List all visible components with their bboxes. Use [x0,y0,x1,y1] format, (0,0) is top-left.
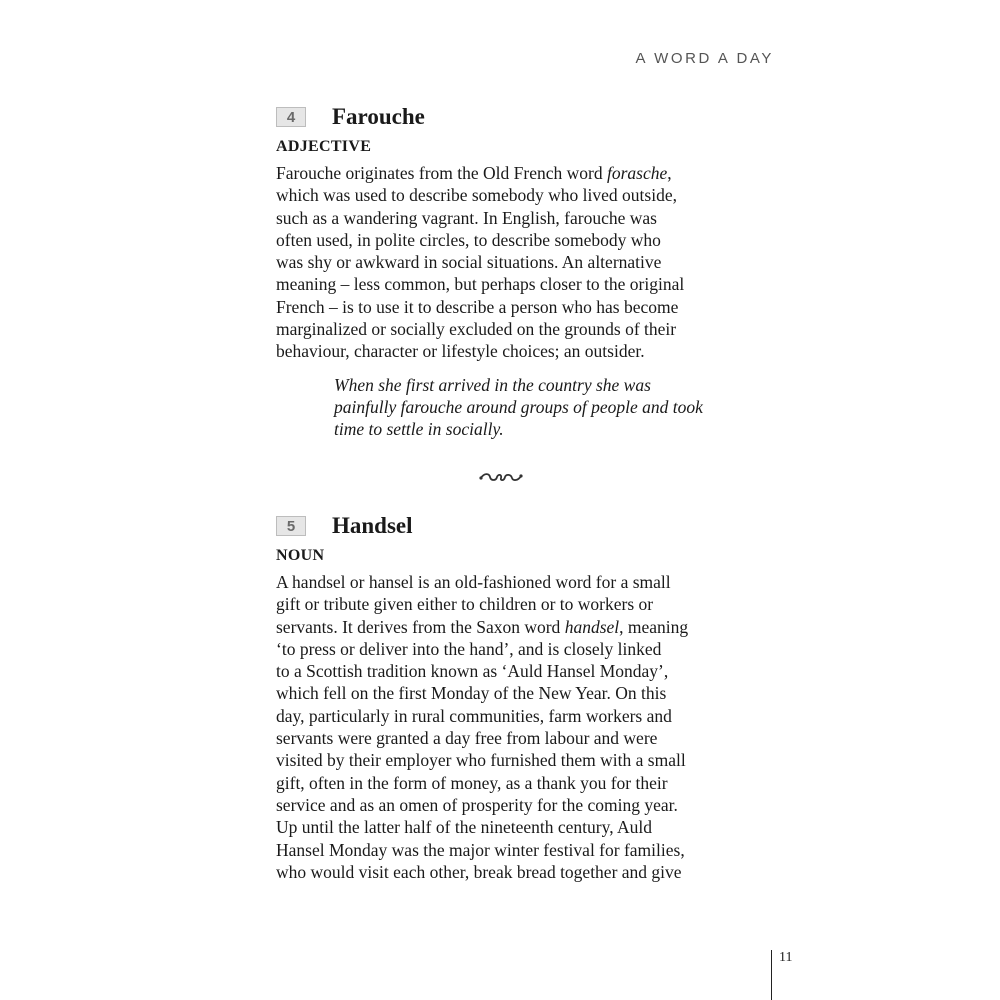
page-number-rule [771,950,772,1000]
entry-farouche [276,102,726,441]
definition-line: French – is to use it to describe a person who has become [276,296,679,317]
running-head: A WORD A DAY [635,50,774,67]
definition-line: gift, often in the form of money, as a thank you for their [276,772,668,793]
definition-line: gift or tribute given either to children or to workers or [276,594,654,615]
entry-heading [276,511,726,541]
entry-handsel [276,511,726,883]
definition-line: day, particularly in rural communities, farm workers and [276,705,672,726]
definition-line: to a Scottish tradition known as ‘Auld Hansel Monday’, [276,661,669,682]
entry-number-badge: 4 [276,107,306,127]
entry-word: Farouche [332,104,425,129]
definition-text [276,162,726,363]
example-line: painfully farouche around groups of people and took [334,396,703,417]
definition-line: Farouche originates from the Old French word forasche, [276,163,672,183]
swirl-ornament-icon [478,470,524,484]
definition-line: A handsel or hansel is an old-fashioned word for a small [276,572,671,592]
entry-number-badge: 5 [276,516,306,536]
part-of-speech: ADJECTIVE [276,138,372,155]
definition-line: visited by their employer who furnished them with a small [276,750,686,771]
definition-line: ‘to press or deliver into the hand’, and is closely linked [276,638,662,659]
definition-line: service and as an omen of prosperity for the coming year. [276,794,678,815]
italic-term: forasche [606,163,668,183]
entry-word: Handsel [332,513,413,538]
definition-line: was shy or awkward in social situations. An alternative [276,252,662,273]
definition-line: which was used to describe somebody who lived outside, [276,185,677,206]
definition-line: often used, in polite circles, to describe somebody who [276,229,661,250]
definition-line: servants were granted a day free from labour and were [276,728,658,749]
italic-term: handsel [564,616,620,637]
entry-heading [276,102,726,132]
definition-line: servants. It derives from the Saxon word handsel, meaning [276,616,689,637]
definition-line: who would visit each other, break bread together and give [276,861,682,882]
example-line: time to settle in socially. [334,419,504,440]
definition-line: which fell on the first Monday of the New Year. On this [276,683,667,704]
page-number: 11 [779,950,793,965]
part-of-speech: NOUN [276,547,325,564]
definition-text [276,571,726,883]
definition-line: marginalized or socially excluded on the grounds of their [276,319,677,340]
example-line: When she first arrived in the country she was [334,374,651,395]
example-sentence [334,374,726,441]
definition-line: such as a wandering vagrant. In English, farouche was [276,207,657,228]
definition-line: behaviour, character or lifestyle choices; an outsider. [276,341,645,362]
definition-line: meaning – less common, but perhaps closer to the original [276,274,685,295]
definition-line: Up until the latter half of the nineteenth century, Auld [276,817,652,838]
definition-line: Hansel Monday was the major winter festival for families, [276,839,685,860]
